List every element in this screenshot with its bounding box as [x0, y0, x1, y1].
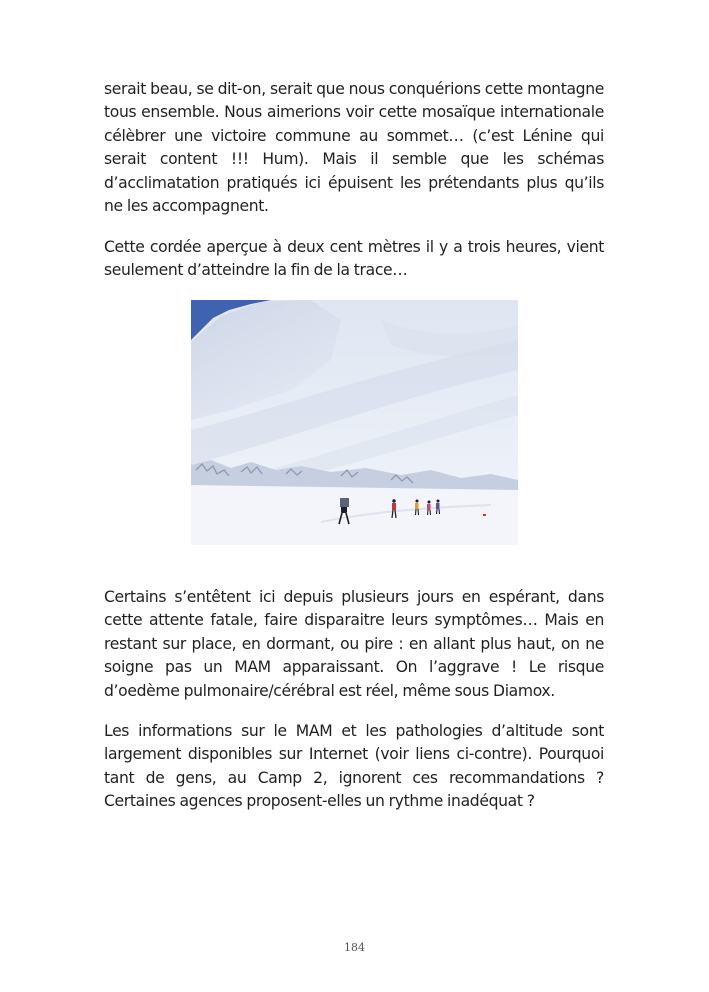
mountain-photo [191, 300, 518, 545]
page-number: 184 [344, 941, 365, 954]
paragraph-1: serait beau, se dit-on, serait que nous conquérions cette montagne tous ensemble. Nous aimerions voir cette mosaïque internationale célèbrer une victoire commune au sommet… (c’est Lénine qui serait content !!! Hum). Mais il semble que les schémas d’acclimatation pratiqués ici épuisent les prétendants plus qu’ils ne les accompagnent. [104, 80, 604, 216]
paragraph-2: Cette cordée aperçue à deux cent mètres il y a trois heures, vient seulement d’atteindre la fin de la trace… [104, 238, 604, 280]
paragraph-4: Les informations sur le MAM et les pathologies d’altitude sont largement disponibles sur Internet (voir liens ci-contre). Pourquoi tant de gens, au Camp 2, ignorent ces recommandations ? Certaines agences proposent-elles un rythme inadéquat ? [104, 722, 604, 811]
paragraph-3: Certains s’entêtent ici depuis plusieurs jours en espérant, dans cette attente fatale, faire disparaitre leurs symptômes… Mais en restant sur place, en dormant, ou pire : en allant plus haut, on ne soigne pas un MAM apparaissant. On l’aggrave ! Le risque d’oedème pulmonaire/cérébral est réel, même sous Diamox. [104, 588, 604, 700]
